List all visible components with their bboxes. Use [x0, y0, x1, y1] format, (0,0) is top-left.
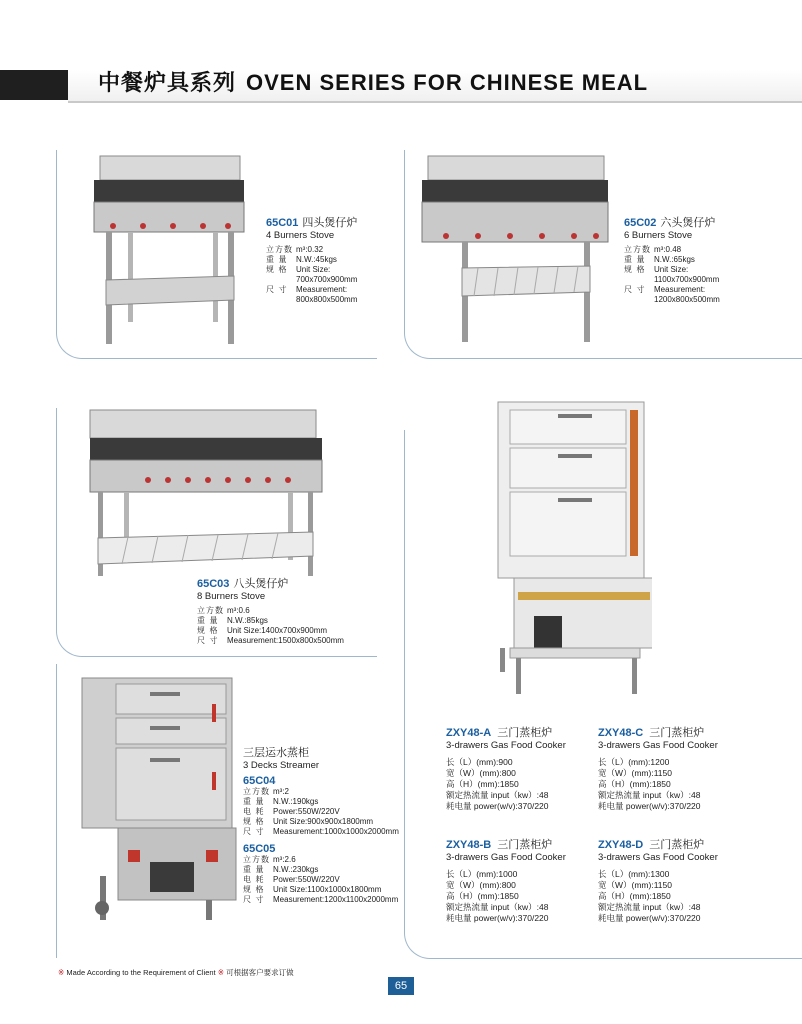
product-image-65c02	[418, 150, 618, 350]
product-name-en: 3-drawers Gas Food Cooker	[446, 852, 566, 863]
product-code: ZXY48-B 三门蒸柜炉	[446, 838, 553, 851]
cooker-zxy48-b	[446, 836, 566, 924]
product-name-en: 6 Burners Stove	[624, 230, 693, 241]
product-code: 65C02 六头煲仔炉	[624, 216, 716, 229]
product-code: ZXY48-A 三门蒸柜炉	[446, 726, 553, 739]
product-code: 65C05	[243, 843, 276, 855]
product-image-zxy48	[492, 400, 652, 696]
page-title	[98, 66, 648, 97]
cooker-zxy48-a	[446, 724, 566, 812]
product-text-65c01	[266, 214, 357, 305]
product-name-en: 3-drawers Gas Food Cooker	[446, 740, 566, 751]
product-name-en: 3-drawers Gas Food Cooker	[598, 852, 718, 863]
product-name-en: 8 Burners Stove	[197, 591, 266, 602]
product-spec: 立方数 m³:0.32 重 量 N.W.:45kgs 规 格 Unit Size: 700x700x900mm 尺 寸 Measurement: 800x800x500mm	[266, 245, 358, 304]
product-code: ZXY48-D 三门蒸柜炉	[598, 838, 705, 851]
header-bar-accent	[0, 70, 68, 100]
product-code: 65C04	[243, 775, 276, 787]
product-text-65c02	[624, 214, 720, 305]
cooker-zxy48-d	[598, 836, 718, 924]
product-name-en: 3-drawers Gas Food Cooker	[598, 740, 718, 751]
product-spec: 长（L）(mm):1000 宽（W）(mm):800 高（H）(mm):1850 额定热流量 input（kw）:48 耗电量 power(w/v):370/220	[446, 869, 549, 923]
page-number: 65	[388, 977, 414, 995]
product-image-streamer	[80, 676, 240, 924]
product-spec: 立方数 m³:0.48 重 量 N.W.:65kgs 规 格 Unit Size: 1100x700x900mm 尺 寸 Measurement: 1200x800x500mm	[624, 245, 720, 304]
product-code: ZXY48-C 三门蒸柜炉	[598, 726, 705, 739]
product-image-65c01	[88, 150, 248, 350]
streamer-text	[243, 744, 399, 905]
product-spec: 立方数 m³:2 重 量 N.W.:190kgs 电 耗 Power:550W/220V 规 格 Unit Size:900x900x1800mm 尺 寸 Measurement:1000x1000x2000mm	[243, 787, 399, 836]
product-name-en: 4 Burners Stove	[266, 230, 335, 241]
product-spec: 长（L）(mm):1300 宽（W）(mm):1150 高（H）(mm):1850 额定热流量 input（kw）:48 耗电量 power(w/v):370/220	[598, 869, 701, 923]
streamer-name-cn: 三层运水蒸柜	[243, 746, 309, 759]
cooker-zxy48-c	[598, 724, 718, 812]
product-spec: 长（L）(mm):900 宽（W）(mm):800 高（H）(mm):1850 额定热流量 input（kw）:48 耗电量 power(w/v):370/220	[446, 757, 549, 811]
product-code: 65C03 八头煲仔炉	[197, 577, 289, 590]
product-spec: 立方数 m³:2.6 重 量 N.W.:230kgs 电 耗 Power:550W/220V 规 格 Unit Size:1100x1000x1800mm 尺 寸 Measurement:1200x1100x2000mm	[243, 855, 399, 904]
page-title-en: OVEN SERIES FOR CHINESE MEAL	[246, 70, 649, 95]
product-text-65c03	[197, 575, 344, 646]
footnote: ※ Made According to the Requirement of Client ※ 可根据客户要求订做	[58, 968, 294, 977]
page-title-cn: 中餐炉具系列	[98, 71, 237, 96]
product-image-65c03	[88, 408, 328, 578]
product-spec: 长（L）(mm):1200 宽（W）(mm):1150 高（H）(mm):1850 额定热流量 input（kw）:48 耗电量 power(w/v):370/220	[598, 757, 701, 811]
product-code: 65C01 四头煲仔炉	[266, 216, 358, 229]
streamer-name-en: 3 Decks Streamer	[243, 760, 320, 771]
product-spec: 立方数 m³:0.6 重 量 N.W.:85kgs 规 格 Unit Size:1400x700x900mm 尺 寸 Measurement:1500x800x500mm	[197, 606, 344, 645]
